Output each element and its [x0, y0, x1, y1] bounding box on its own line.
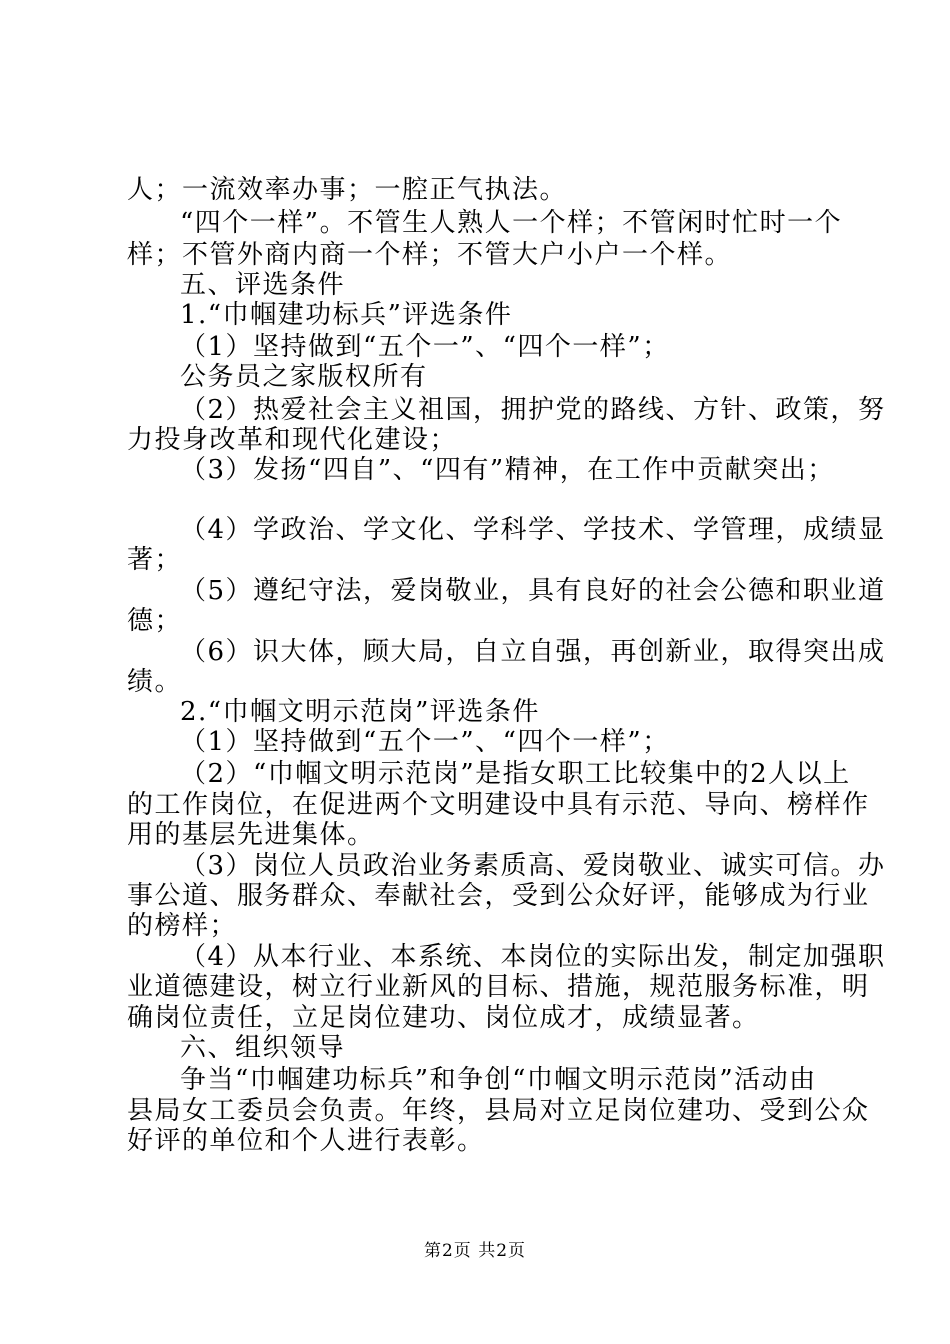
text-line: 争当“巾帼建功标兵”和争创“巾帼文明示范岗”活动由: [180, 1065, 817, 1095]
text-line: 人；一流效率办事；一腔正气执法。: [127, 175, 568, 205]
text-line: （1）坚持做到“五个一”、“四个一样”；: [180, 727, 670, 757]
text-line: “四个一样”。不管生人熟人一个样；不管闲时忙时一个: [180, 208, 843, 238]
subsection-heading: 2.“巾帼文明示范岗”评选条件: [180, 697, 540, 727]
text-line: 著；: [127, 545, 183, 575]
text-line: （3）岗位人员政治业务素质高、爱岗敬业、诚实可信。办: [180, 851, 886, 881]
text-line: 事公道、服务群众、奉献社会，受到公众好评，能够成为行业: [127, 881, 870, 911]
text-line: 样；不管外商内商一个样；不管大户小户一个样。: [127, 240, 733, 270]
text-line: 力投身改革和现代化建设；: [127, 425, 458, 455]
text-line: 德；: [127, 606, 183, 636]
text-line: （2）“巾帼文明示范岗”是指女职工比较集中的2人以上: [180, 759, 851, 789]
subsection-heading: 1.“巾帼建功标兵”评选条件: [180, 300, 513, 330]
text-line: 县局女工委员会负责。年终，县局对立足岗位建功、受到公众: [127, 1096, 870, 1126]
text-line: 的工作岗位，在促进两个文明建设中具有示范、导向、榜样作: [127, 790, 870, 820]
text-line: 好评的单位和个人进行表彰。: [127, 1126, 485, 1156]
text-line: （1）坚持做到“五个一”、“四个一样”；: [180, 332, 670, 362]
text-line: 的榜样；: [127, 911, 238, 941]
page-number-footer: 第2页 共2页: [423, 1241, 527, 1261]
text-line: 绩。: [127, 667, 183, 697]
section-heading: 五、评选条件: [180, 270, 346, 300]
text-line: （4）学政治、学文化、学科学、学技术、学管理，成绩显: [180, 515, 886, 545]
text-line: （3）发扬“四自”、“四有”精神，在工作中贡献突出；: [180, 455, 835, 485]
text-line: 业道德建设，树立行业新风的目标、措施，规范服务标准，明: [127, 972, 870, 1002]
text-line: 用的基层先进集体。: [127, 820, 375, 850]
text-line: （2）热爱社会主义祖国，拥护党的路线、方针、政策，努: [180, 395, 886, 425]
watermark-text: 公务员之家版权所有: [180, 362, 428, 392]
text-line: （6）识大体，顾大局，自立自强，再创新业，取得突出成: [180, 637, 886, 667]
text-line: （5）遵纪守法，爱岗敬业，具有良好的社会公德和职业道: [180, 576, 886, 606]
text-line: 确岗位责任，立足岗位建功、岗位成才，成绩显著。: [127, 1003, 760, 1033]
section-heading: 六、组织领导: [180, 1033, 346, 1063]
text-line: （4）从本行业、本系统、本岗位的实际出发，制定加强职: [180, 942, 886, 972]
